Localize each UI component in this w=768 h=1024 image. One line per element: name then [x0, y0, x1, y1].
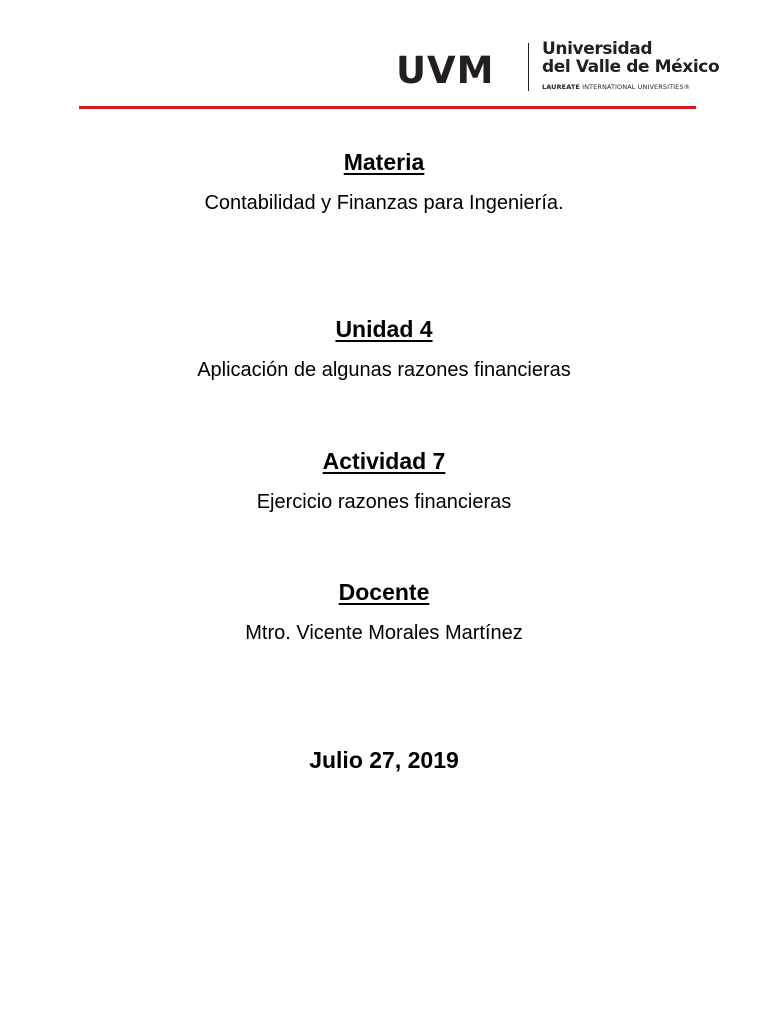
docente-heading: Docente	[338, 579, 430, 605]
materia-heading: Materia	[343, 149, 425, 175]
logo-name-line2: del Valle de México	[542, 57, 720, 77]
logo-divider	[528, 43, 529, 91]
logo-tag-bold: LAUREATE	[542, 83, 580, 91]
logo-tagline	[542, 83, 690, 91]
section-actividad	[0, 447, 768, 515]
logo-name-line1: Universidad	[542, 39, 653, 59]
section-docente	[0, 578, 768, 646]
document-date: Julio 27, 2019	[309, 747, 459, 773]
unidad-heading: Unidad 4	[335, 316, 433, 342]
document-header	[0, 0, 768, 112]
section-unidad	[0, 315, 768, 383]
docente-text: Mtro. Vicente Morales Martínez	[245, 622, 523, 644]
unidad-text: Aplicación de algunas razones financieras	[197, 359, 571, 381]
materia-text: Contabilidad y Finanzas para Ingeniería.	[204, 192, 564, 214]
actividad-text: Ejercicio razones financieras	[256, 491, 512, 513]
header-rule	[79, 106, 696, 109]
actividad-heading: Actividad 7	[322, 448, 446, 474]
uvm-logo	[396, 39, 720, 94]
logo-university-name	[542, 40, 719, 76]
section-date	[0, 746, 768, 774]
logo-mark: UVM	[396, 49, 495, 92]
logo-tag-rest: INTERNATIONAL UNIVERSITIES®	[579, 83, 691, 91]
section-materia	[0, 148, 768, 216]
